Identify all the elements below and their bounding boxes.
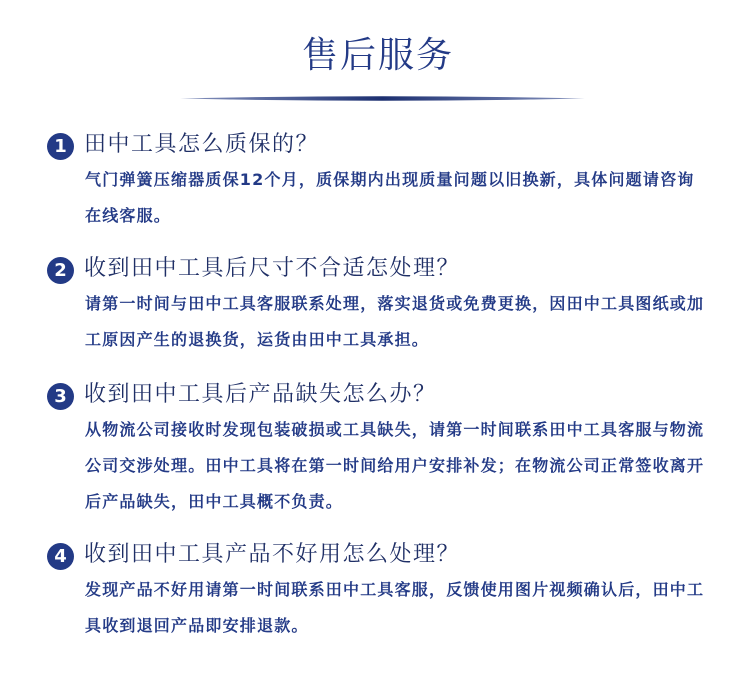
faq-answer: 气门弹簧压缩器质保12个月，质保期内出现质量问题以旧换新，具体问题请咨询在线客服。 bbox=[85, 170, 695, 225]
faq-answer: 请第一时间与田中工具客服联系处理，落实退货或免费更换，因田中工具图纸或加工原因产生的退换货，运货由田中工具承担。 bbox=[85, 294, 705, 349]
faq-question: 收到田中工具产品不好用怎么处理？ bbox=[84, 542, 461, 567]
number-badge-icon: 3 bbox=[47, 383, 74, 410]
faq-question-row bbox=[47, 128, 727, 162]
title-divider bbox=[180, 94, 585, 103]
faq-question-row bbox=[47, 538, 727, 572]
number-badge-icon: 4 bbox=[47, 543, 74, 570]
faq-answer: 发现产品不好用请第一时间联系田中工具客服，反馈使用图片视频确认后，田中工具收到退回产品即安排退款。 bbox=[85, 580, 705, 635]
faq-item bbox=[47, 252, 727, 358]
number-badge-icon: 1 bbox=[47, 133, 74, 160]
faq-question: 田中工具怎么质保的？ bbox=[84, 132, 320, 157]
faq-answer: 从物流公司接收时发现包装破损或工具缺失，请第一时间联系田中工具客服与物流公司交涉处理。田中工具将在第一时间给用户安排补发；在物流公司正常签收离开后产品缺失，田中工具概不负责。 bbox=[85, 420, 705, 511]
faq-question: 收到田中工具后尺寸不合适怎处理？ bbox=[84, 256, 461, 281]
page-title: 售后服务 bbox=[301, 35, 454, 76]
faq-item bbox=[47, 378, 727, 520]
faq-item bbox=[47, 128, 727, 234]
number-badge-icon: 2 bbox=[47, 257, 74, 284]
faq-question-row bbox=[47, 378, 727, 412]
faq-question: 收到田中工具后产品缺失怎么办？ bbox=[84, 382, 437, 407]
faq-question-row bbox=[47, 252, 727, 286]
faq-item bbox=[47, 538, 727, 644]
